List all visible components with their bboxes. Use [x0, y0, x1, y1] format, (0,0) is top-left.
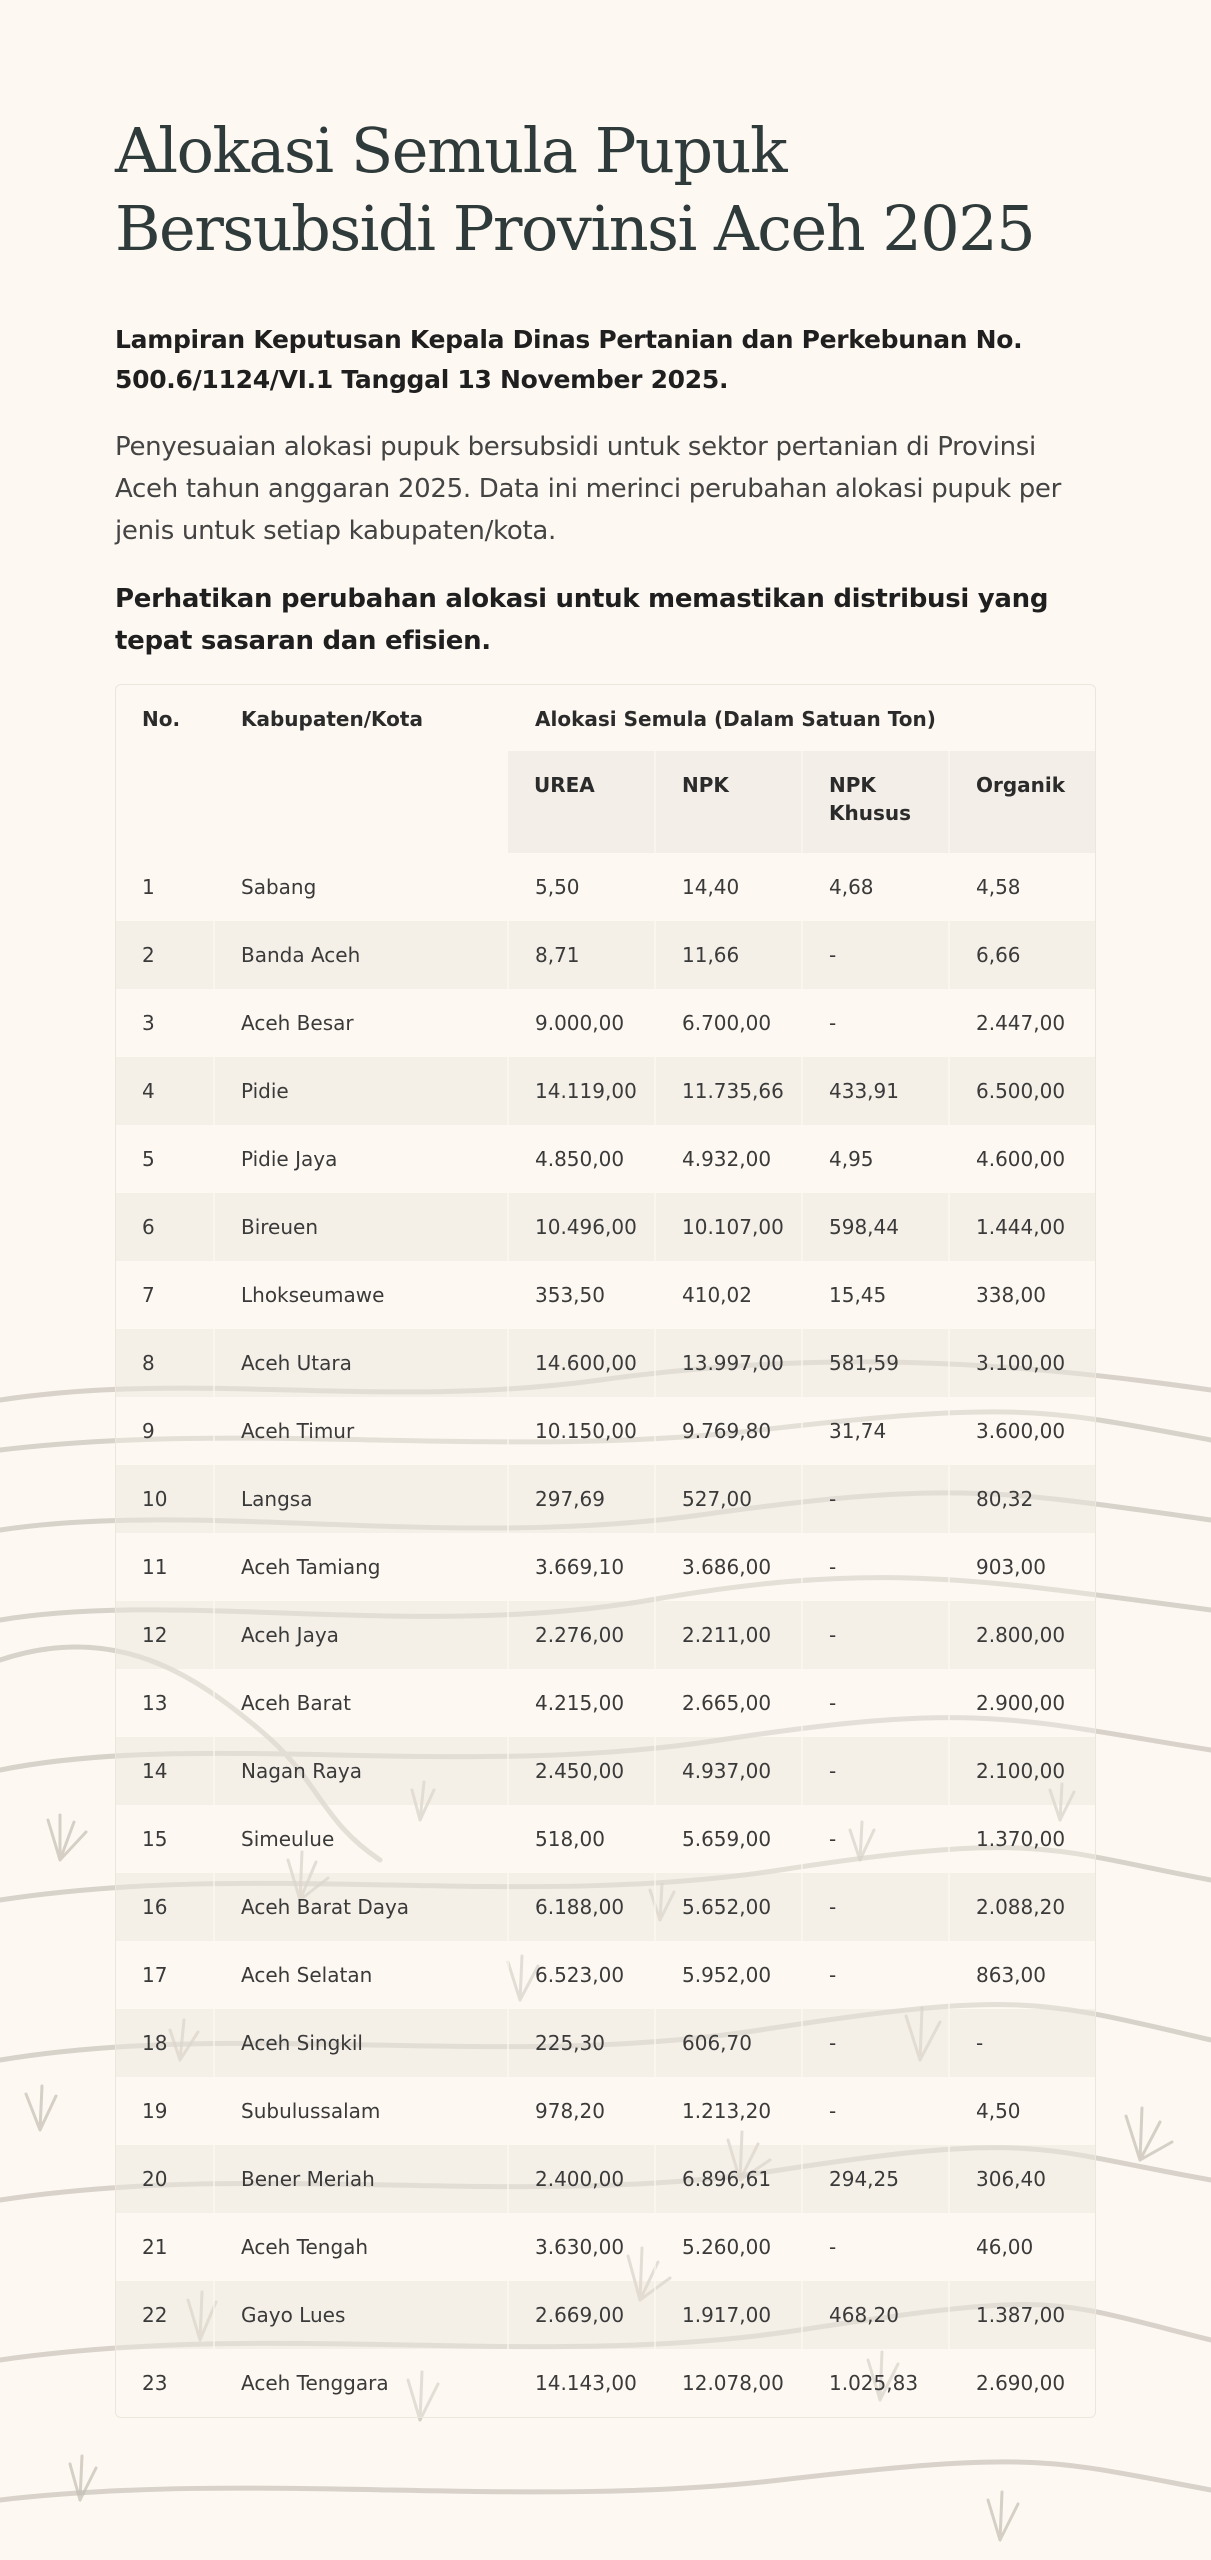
header-urea: UREA: [508, 751, 655, 853]
cell-no: 3: [116, 989, 214, 1057]
cell-urea: 14.600,00: [508, 1329, 655, 1397]
cell-urea: 225,30: [508, 2009, 655, 2077]
table-row: [116, 2213, 1095, 2281]
cell-organik: 1.387,00: [949, 2281, 1095, 2349]
cell-no: 6: [116, 1193, 214, 1261]
cell-npk-khusus: 1.025,83: [802, 2349, 949, 2417]
cell-organik: 80,32: [949, 1465, 1095, 1533]
cell-region: Aceh Selatan: [214, 1941, 508, 2009]
cell-npk-khusus: 598,44: [802, 1193, 949, 1261]
cell-urea: 6.188,00: [508, 1873, 655, 1941]
cell-organik: 2.800,00: [949, 1601, 1095, 1669]
cell-npk: 3.686,00: [655, 1533, 802, 1601]
cell-no: 10: [116, 1465, 214, 1533]
cell-npk-khusus: -: [802, 1873, 949, 1941]
cell-organik: 2.690,00: [949, 2349, 1095, 2417]
cell-npk-khusus: 294,25: [802, 2145, 949, 2213]
cell-region: Pidie: [214, 1057, 508, 1125]
cell-organik: 863,00: [949, 1941, 1095, 2009]
cell-no: 21: [116, 2213, 214, 2281]
table-row: [116, 1533, 1095, 1601]
cell-urea: 353,50: [508, 1261, 655, 1329]
cell-npk: 2.665,00: [655, 1669, 802, 1737]
cell-npk-khusus: -: [802, 1941, 949, 2009]
cell-region: Aceh Barat Daya: [214, 1873, 508, 1941]
cell-npk-khusus: -: [802, 1669, 949, 1737]
cell-npk-khusus: -: [802, 1601, 949, 1669]
cell-npk: 5.260,00: [655, 2213, 802, 2281]
cell-npk-khusus: -: [802, 1533, 949, 1601]
cell-npk-khusus: 31,74: [802, 1397, 949, 1465]
table-row: [116, 1193, 1095, 1261]
cell-urea: 297,69: [508, 1465, 655, 1533]
cell-organik: 2.088,20: [949, 1873, 1095, 1941]
cell-no: 12: [116, 1601, 214, 1669]
cell-npk-khusus: -: [802, 921, 949, 989]
cell-npk: 2.211,00: [655, 1601, 802, 1669]
cell-urea: 14.143,00: [508, 2349, 655, 2417]
table-row: [116, 2281, 1095, 2349]
table-row: [116, 1737, 1095, 1805]
cell-npk-khusus: -: [802, 1805, 949, 1873]
cell-urea: 8,71: [508, 921, 655, 989]
cell-organik: 6.500,00: [949, 1057, 1095, 1125]
table-row: [116, 1329, 1095, 1397]
cell-npk-khusus: -: [802, 2213, 949, 2281]
table-row: [116, 1669, 1095, 1737]
cell-urea: 10.150,00: [508, 1397, 655, 1465]
cell-region: Aceh Tengah: [214, 2213, 508, 2281]
cell-organik: 4,58: [949, 853, 1095, 921]
cell-no: 1: [116, 853, 214, 921]
cell-npk-khusus: 15,45: [802, 1261, 949, 1329]
cell-organik: 2.900,00: [949, 1669, 1095, 1737]
cell-npk-khusus: 581,59: [802, 1329, 949, 1397]
cell-region: Aceh Besar: [214, 989, 508, 1057]
cell-npk: 4.937,00: [655, 1737, 802, 1805]
cell-region: Banda Aceh: [214, 921, 508, 989]
table-row: [116, 2077, 1095, 2145]
table-row: [116, 921, 1095, 989]
cell-npk: 14,40: [655, 853, 802, 921]
cell-no: 9: [116, 1397, 214, 1465]
cell-region: Langsa: [214, 1465, 508, 1533]
cell-organik: 46,00: [949, 2213, 1095, 2281]
table-row: [116, 1873, 1095, 1941]
cell-npk: 9.769,80: [655, 1397, 802, 1465]
cell-no: 19: [116, 2077, 214, 2145]
cell-npk-khusus: 433,91: [802, 1057, 949, 1125]
cell-urea: 3.669,10: [508, 1533, 655, 1601]
cell-no: 16: [116, 1873, 214, 1941]
cell-npk-khusus: -: [802, 2077, 949, 2145]
cell-npk: 5.952,00: [655, 1941, 802, 2009]
cell-organik: 306,40: [949, 2145, 1095, 2213]
cell-npk: 5.659,00: [655, 1805, 802, 1873]
cell-no: 14: [116, 1737, 214, 1805]
table-row: [116, 1397, 1095, 1465]
cell-npk: 410,02: [655, 1261, 802, 1329]
cell-region: Sabang: [214, 853, 508, 921]
table-header-row: [116, 685, 1095, 751]
table-row: [116, 1601, 1095, 1669]
cell-urea: 2.450,00: [508, 1737, 655, 1805]
header-allocation-group: Alokasi Semula (Dalam Satuan Ton): [508, 685, 1095, 751]
cell-region: Aceh Timur: [214, 1397, 508, 1465]
cell-npk-khusus: -: [802, 1465, 949, 1533]
header-npk-khusus: NPK Khusus: [802, 751, 949, 853]
cell-npk-khusus: -: [802, 1737, 949, 1805]
cell-organik: 338,00: [949, 1261, 1095, 1329]
table-body: [116, 853, 1095, 2417]
cell-npk: 13.997,00: [655, 1329, 802, 1397]
cell-no: 15: [116, 1805, 214, 1873]
cell-region: Lhokseumawe: [214, 1261, 508, 1329]
cell-npk: 1.213,20: [655, 2077, 802, 2145]
cell-organik: 4.600,00: [949, 1125, 1095, 1193]
cell-urea: 3.630,00: [508, 2213, 655, 2281]
page-subtitle: Lampiran Keputusan Kepala Dinas Pertanian dan Perkebunan No. 500.6/1124/VI.1 Tanggal 13 November 2025.: [115, 325, 1023, 394]
cell-urea: 4.850,00: [508, 1125, 655, 1193]
cell-npk: 1.917,00: [655, 2281, 802, 2349]
table-row: [116, 1465, 1095, 1533]
cell-organik: 2.100,00: [949, 1737, 1095, 1805]
cell-no: 18: [116, 2009, 214, 2077]
header-region: Kabupaten/Kota: [214, 685, 508, 853]
page-title: Alokasi Semula Pupuk Bersubsidi Provinsi Aceh 2025: [115, 114, 1035, 265]
cell-urea: 518,00: [508, 1805, 655, 1873]
cell-organik: 6,66: [949, 921, 1095, 989]
table-row: [116, 1805, 1095, 1873]
cell-region: Aceh Barat: [214, 1669, 508, 1737]
cell-region: Aceh Tenggara: [214, 2349, 508, 2417]
cell-npk: 10.107,00: [655, 1193, 802, 1261]
cell-urea: 6.523,00: [508, 1941, 655, 2009]
cell-no: 7: [116, 1261, 214, 1329]
cell-npk-khusus: 468,20: [802, 2281, 949, 2349]
cell-npk-khusus: -: [802, 2009, 949, 2077]
cell-urea: 5,50: [508, 853, 655, 921]
cell-region: Gayo Lues: [214, 2281, 508, 2349]
cell-organik: 3.600,00: [949, 1397, 1095, 1465]
cell-npk: 6.700,00: [655, 989, 802, 1057]
allocation-table-container: [115, 684, 1096, 2418]
cell-region: Aceh Jaya: [214, 1601, 508, 1669]
cell-region: Pidie Jaya: [214, 1125, 508, 1193]
allocation-table: [116, 685, 1095, 2417]
cell-npk: 12.078,00: [655, 2349, 802, 2417]
cell-region: Aceh Singkil: [214, 2009, 508, 2077]
table-row: [116, 1261, 1095, 1329]
cell-no: 13: [116, 1669, 214, 1737]
cell-urea: 4.215,00: [508, 1669, 655, 1737]
cell-npk: 11.735,66: [655, 1057, 802, 1125]
cell-npk: 11,66: [655, 921, 802, 989]
cell-region: Nagan Raya: [214, 1737, 508, 1805]
table-row: [116, 853, 1095, 921]
cell-urea: 978,20: [508, 2077, 655, 2145]
cell-npk: 4.932,00: [655, 1125, 802, 1193]
cell-region: Bener Meriah: [214, 2145, 508, 2213]
cell-urea: 10.496,00: [508, 1193, 655, 1261]
cell-no: 8: [116, 1329, 214, 1397]
page-note: Perhatikan perubahan alokasi untuk memastikan distribusi yang tepat sasaran dan efisien.: [115, 584, 1049, 656]
cell-urea: 2.669,00: [508, 2281, 655, 2349]
cell-region: Bireuen: [214, 1193, 508, 1261]
cell-urea: 14.119,00: [508, 1057, 655, 1125]
cell-urea: 2.400,00: [508, 2145, 655, 2213]
cell-npk: 5.652,00: [655, 1873, 802, 1941]
cell-organik: 903,00: [949, 1533, 1095, 1601]
cell-no: 2: [116, 921, 214, 989]
cell-organik: 4,50: [949, 2077, 1095, 2145]
cell-organik: -: [949, 2009, 1095, 2077]
cell-no: 5: [116, 1125, 214, 1193]
cell-npk: 606,70: [655, 2009, 802, 2077]
table-row: [116, 989, 1095, 1057]
cell-region: Simeulue: [214, 1805, 508, 1873]
cell-no: 17: [116, 1941, 214, 2009]
cell-npk-khusus: -: [802, 989, 949, 1057]
cell-urea: 9.000,00: [508, 989, 655, 1057]
cell-organik: 3.100,00: [949, 1329, 1095, 1397]
cell-urea: 2.276,00: [508, 1601, 655, 1669]
table-row: [116, 2145, 1095, 2213]
cell-npk-khusus: 4,95: [802, 1125, 949, 1193]
header-no: No.: [142, 707, 181, 731]
cell-organik: 1.444,00: [949, 1193, 1095, 1261]
cell-no: 11: [116, 1533, 214, 1601]
table-row: [116, 1125, 1095, 1193]
table-row: [116, 1057, 1095, 1125]
cell-region: Aceh Tamiang: [214, 1533, 508, 1601]
cell-region: Subulussalam: [214, 2077, 508, 2145]
page-description: Penyesuaian alokasi pupuk bersubsidi untuk sektor pertanian di Provinsi Aceh tahun anggaran 2025. Data ini merinci perubahan alokasi pupuk per jenis untuk setiap kabupaten/kota.: [115, 432, 1062, 546]
cell-organik: 2.447,00: [949, 989, 1095, 1057]
cell-no: 23: [116, 2349, 214, 2417]
cell-no: 20: [116, 2145, 214, 2213]
cell-npk-khusus: 4,68: [802, 853, 949, 921]
cell-region: Aceh Utara: [214, 1329, 508, 1397]
cell-no: 4: [116, 1057, 214, 1125]
cell-organik: 1.370,00: [949, 1805, 1095, 1873]
table-row: [116, 2009, 1095, 2077]
table-row: [116, 1941, 1095, 2009]
header-npk: NPK: [655, 751, 802, 853]
table-row: [116, 2349, 1095, 2417]
header-organik: Organik: [949, 751, 1095, 853]
cell-no: 22: [116, 2281, 214, 2349]
cell-npk: 6.896,61: [655, 2145, 802, 2213]
cell-npk: 527,00: [655, 1465, 802, 1533]
